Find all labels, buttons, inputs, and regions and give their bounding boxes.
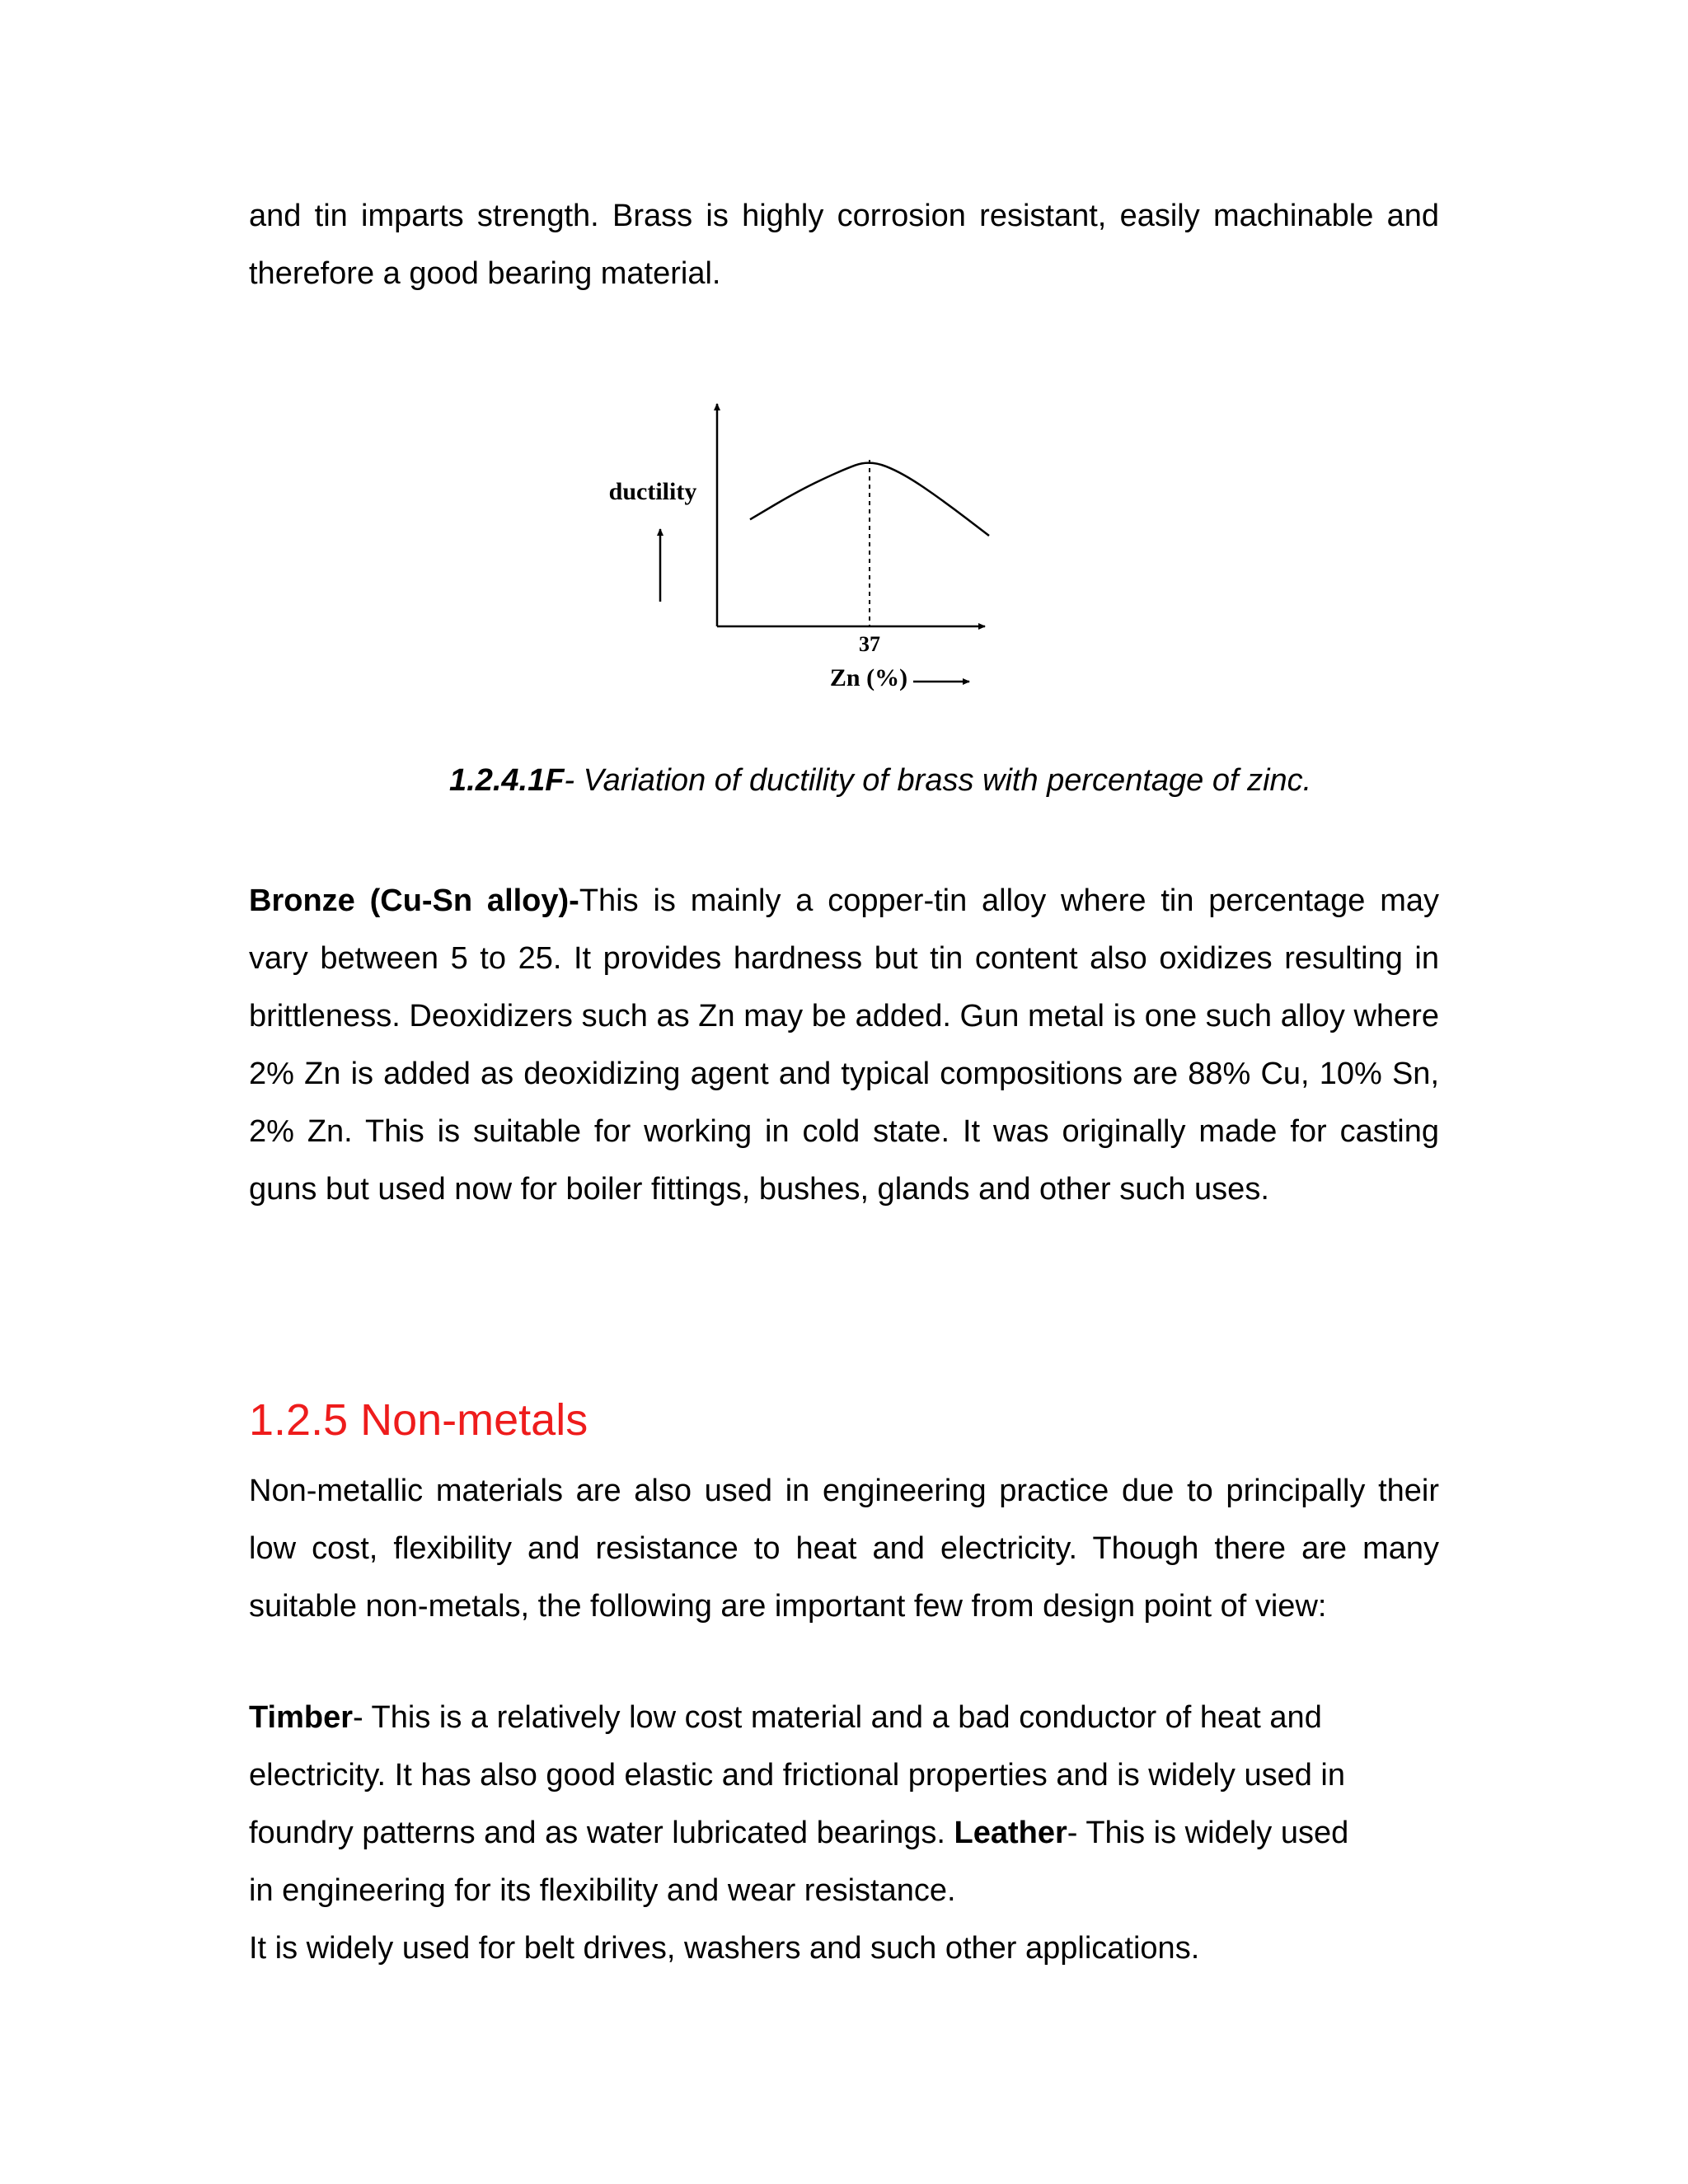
peak-value-label: 37 xyxy=(859,632,880,656)
ductility-curve xyxy=(750,463,989,536)
timber-leather-paragraph xyxy=(249,1689,1439,1977)
x-axis-label: Zn (%) xyxy=(829,664,908,691)
intro-paragraph xyxy=(249,187,1439,302)
leather-term: Leather xyxy=(954,1816,1067,1850)
timber-line-5: It is widely used for belt drives, washers and such other applications. xyxy=(249,1931,1200,1966)
section-heading: 1.2.5 Non-metals xyxy=(249,1395,588,1445)
y-axis-label: ductility xyxy=(608,478,697,505)
intro-text: and tin imparts strength. Brass is highly corrosion resistant, easily machinable and therefore a good bearing material. xyxy=(249,199,1439,291)
leather-text: - This is widely used xyxy=(1067,1816,1349,1850)
timber-line-3 xyxy=(249,1804,1439,1862)
timber-line-1 xyxy=(249,1689,1439,1746)
bronze-text: This is mainly a copper-tin alloy where tin percentage may vary between 5 to 25. It provides hardness but tin content also oxidizes resulting in brittleness. Deoxidizers such as Zn may be added. Gun metal is one such alloy where 2% Zn is added as deoxidizing agent and typical compositions are 88% Cu, 10% Sn, 2% Zn. This is suitable for working in cold state. It was originally made for casting guns but used now for boiler fittings, bushes, glands and other such uses. xyxy=(249,883,1440,1207)
timber-term: Timber xyxy=(249,1700,354,1735)
timber-line-4: in engineering for its flexibility and wear resistance. xyxy=(249,1873,956,1908)
timber-line-2: electricity. It has also good elastic and frictional properties and is widely used in xyxy=(249,1758,1345,1793)
ductility-chart xyxy=(577,387,1006,701)
timber-line-3-text: foundry patterns and as water lubricated bearings. xyxy=(249,1816,954,1850)
figure-number: 1.2.4.1F xyxy=(449,763,565,798)
figure-caption xyxy=(449,760,1311,801)
non-metals-paragraph xyxy=(249,1462,1439,1635)
bronze-paragraph xyxy=(249,872,1439,1218)
non-metals-text: Non-metallic materials are also used in engineering practice due to principally their low cost, flexibility and resistance to heat and electricity. Though there are many suitable non-metals, the following are important few from design point of view: xyxy=(249,1474,1439,1624)
figure-caption-text: - Variation of ductility of brass with percentage of zinc. xyxy=(564,763,1312,798)
timber-line-1-text: - This is a relatively low cost material and a bad conductor of heat and xyxy=(353,1700,1322,1735)
bronze-term: Bronze (Cu-Sn alloy)- xyxy=(249,883,579,918)
